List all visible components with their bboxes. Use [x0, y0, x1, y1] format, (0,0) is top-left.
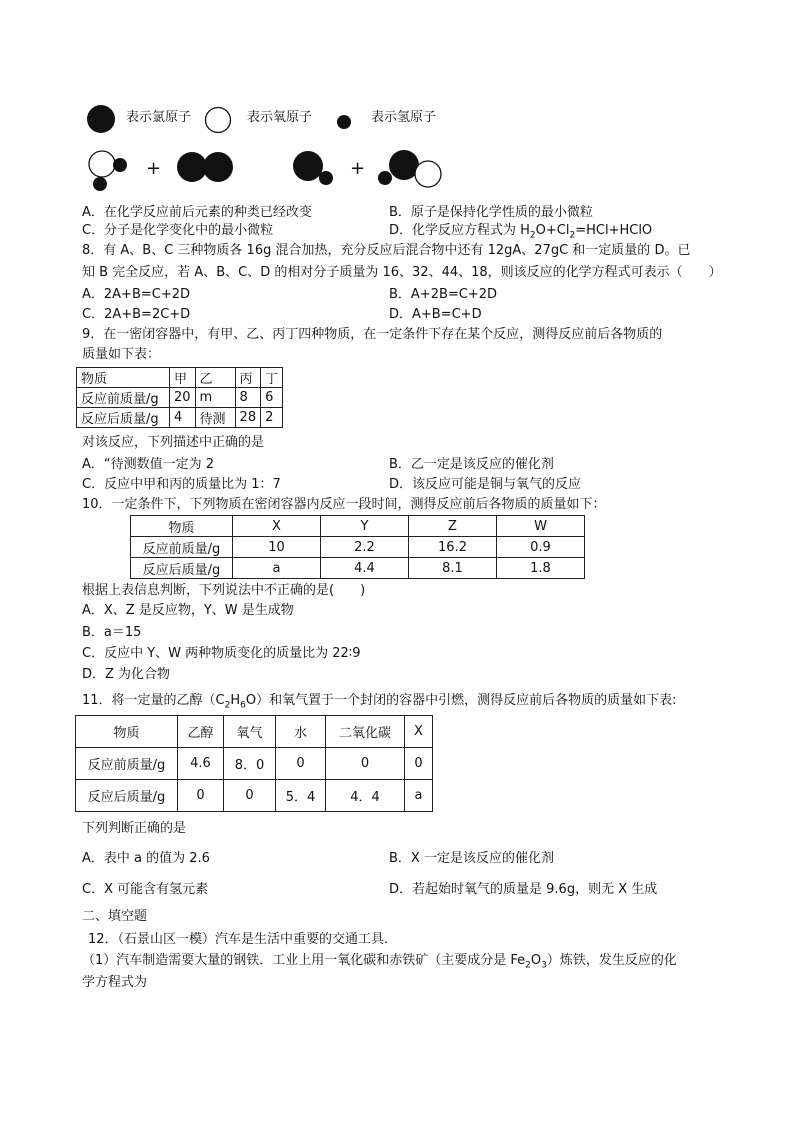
table-cell: 水 [276, 716, 326, 748]
table-cell: 物质 [77, 368, 170, 388]
q10-option-b: B．a＝15 [82, 625, 142, 640]
table-cell: m [195, 388, 235, 408]
table-row [76, 748, 433, 780]
table-cell: 8．0 [224, 748, 276, 780]
table-cell: 20 [170, 388, 196, 408]
table-cell: 乙 [195, 368, 235, 388]
table-cell: 6 [261, 388, 283, 408]
table-row [131, 558, 585, 579]
chlorine-molecule-icon [176, 150, 236, 184]
q12-stem-line2: （1）汽车制造需要大量的钢铁．工业上用一氧化碳和赤铁矿（主要成分是 $Fe_2O_3$）炼铁，发生反应的化 [82, 953, 677, 971]
q7-option-a: A．在化学反应前后元素的种类已经改变 [82, 205, 312, 220]
table-cell: 2 [261, 408, 283, 428]
q7-option-c: C．分子是化学变化中的最小微粒 [82, 223, 274, 238]
oxygen-atom-legend-icon [204, 106, 232, 134]
q10-prompt: 根据上表信息判断，下列说法中不正确的是( ) [82, 583, 366, 598]
table-row [76, 780, 433, 812]
table-cell: 0 [405, 748, 433, 780]
section-heading: 二、填空题 [82, 909, 148, 924]
table-cell: 乙醇 [178, 716, 224, 748]
table-cell: 8 [235, 388, 261, 408]
q7-option-b: B．原子是保持化学性质的最小微粒 [389, 205, 593, 220]
q10-option-d: D．Z 为化合物 [82, 667, 171, 682]
table-cell: W [497, 516, 585, 537]
q11-prompt: 下列判断正确的是 [82, 821, 187, 836]
table-row [77, 388, 283, 408]
q9-stem-line2: 质量如下表： [82, 347, 161, 362]
table-row [77, 408, 283, 428]
legend-hydrogen-label: 表示氢原子 [371, 110, 437, 125]
table-cell: 1.8 [497, 558, 585, 579]
table-cell: 0 [224, 780, 276, 812]
q8-stem-line2: 知 B 完全反应，若 A、B、C、D 的相对分子质量为 16、32、44、18，则该反应的化学方程式可表示（ ） [82, 265, 722, 280]
table-cell: 4.6 [178, 748, 224, 780]
table-row [131, 516, 585, 537]
table-cell: Z [409, 516, 497, 537]
q10-option-a: A．X、Z 是反应物，Y、W 是生成物 [82, 603, 294, 618]
q9-option-b: B．乙一定是该反应的催化剂 [389, 457, 554, 472]
table-cell: 8.1 [409, 558, 497, 579]
table-cell: a [233, 558, 321, 579]
legend-chlorine-label: 表示氯原子 [126, 110, 192, 125]
table-cell: 0 [178, 780, 224, 812]
table-cell: 4.4 [321, 558, 409, 579]
table-row [131, 537, 585, 558]
hclo-molecule-icon [376, 148, 446, 192]
table-cell: 28 [235, 408, 261, 428]
chlorine-atom-legend-icon [86, 104, 116, 134]
q8-option-d: D．A+B=C+D [389, 307, 482, 322]
plus-sign-2: + [350, 158, 366, 179]
table-cell: X [405, 716, 433, 748]
q11-option-c: C．X 可能含有氢元素 [82, 882, 209, 897]
legend-oxygen-label: 表示氧原子 [247, 110, 313, 125]
table-cell: Y [321, 516, 409, 537]
table-cell: 物质 [131, 516, 233, 537]
q11-option-a: A．表中 a 的值为 2.6 [82, 851, 210, 866]
q11-option-d: D．若起始时氧气的质量是 9.6g，则无 X 生成 [389, 882, 658, 897]
table-cell: 0.9 [497, 537, 585, 558]
table-cell: 二氧化碳 [326, 716, 405, 748]
table-cell: 甲 [170, 368, 196, 388]
table-cell: a [405, 780, 433, 812]
plus-sign-1: + [146, 158, 162, 179]
table-cell: 反应前质量/g [77, 388, 170, 408]
q9-option-c: C．反应中甲和丙的质量比为 1：7 [82, 477, 281, 492]
table-cell: 0 [326, 748, 405, 780]
table-cell: 反应后质量/g [76, 780, 178, 812]
table-cell: 反应后质量/g [77, 408, 170, 428]
table-cell: 待测 [195, 408, 235, 428]
table-cell: 10 [233, 537, 321, 558]
q8-option-a: A．2A+B=C+2D [82, 287, 191, 302]
table-cell: 反应前质量/g [131, 537, 233, 558]
table-cell: 物质 [76, 716, 178, 748]
q9-stem-line1: 9．在一密闭容器中，有甲、乙、丙丁四种物质，在一定条件下存在某个反应，测得反应前后各物质的 [82, 327, 663, 342]
q11-data-table [75, 715, 433, 812]
table-cell: 4．4 [326, 780, 405, 812]
table-cell: 反应前质量/g [76, 748, 178, 780]
q10-option-c: C．反应中 Y、W 两种物质变化的质量比为 22∶9 [82, 646, 361, 661]
hydrogen-atom-legend-icon [336, 114, 352, 130]
table-cell: X [233, 516, 321, 537]
q8-option-c: C．2A+B=2C+D [82, 307, 191, 322]
q9-data-table [76, 367, 283, 428]
q11-stem: 11．将一定量的乙醇$(C_2H_6O)$和氧气置于一个封闭的容器中引燃，测得反应前后各物质的质量如下表: [82, 693, 677, 711]
table-cell: 2.2 [321, 537, 409, 558]
q10-stem: 10．一定条件下，下列物质在密闭容器内反应一段时间，测得反应前后各物质的质量如下： [82, 497, 606, 512]
table-cell: 0 [276, 748, 326, 780]
hcl-molecule-icon [292, 150, 338, 190]
water-molecule-icon [86, 148, 132, 194]
q7-option-d: D．化学反应方程式为 $H_2O+Cl_2=HCl+HClO$ [389, 223, 653, 241]
q12-stem-line3: 学方程式为 [82, 975, 148, 990]
table-cell: 氧气 [224, 716, 276, 748]
table-cell: 16.2 [409, 537, 497, 558]
table-cell: 5．4 [276, 780, 326, 812]
table-row [77, 368, 283, 388]
q10-data-table [130, 515, 585, 579]
table-cell: 丁 [261, 368, 283, 388]
q9-option-d: D．该反应可能是铜与氧气的反应 [389, 477, 582, 492]
q9-option-a: A．“待测数值一定为 2 [82, 457, 215, 472]
table-cell: 反应后质量/g [131, 558, 233, 579]
q8-stem-line1: 8．有 A、B、C 三种物质各 16g 混合加热，充分反应后混合物中还有 12gA、27gC 和一定质量的 D。已 [82, 243, 691, 258]
table-row [76, 716, 433, 748]
q11-option-b: B．X 一定是该反应的催化剂 [389, 851, 554, 866]
q8-option-b: B．A+2B=C+2D [389, 287, 498, 302]
q12-stem-line1: 12．（石景山区一模）汽车是生活中重要的交通工具． [88, 932, 398, 947]
q9-prompt: 对该反应，下列描述中正确的是 [82, 435, 265, 450]
table-cell: 丙 [235, 368, 261, 388]
table-cell: 4 [170, 408, 196, 428]
